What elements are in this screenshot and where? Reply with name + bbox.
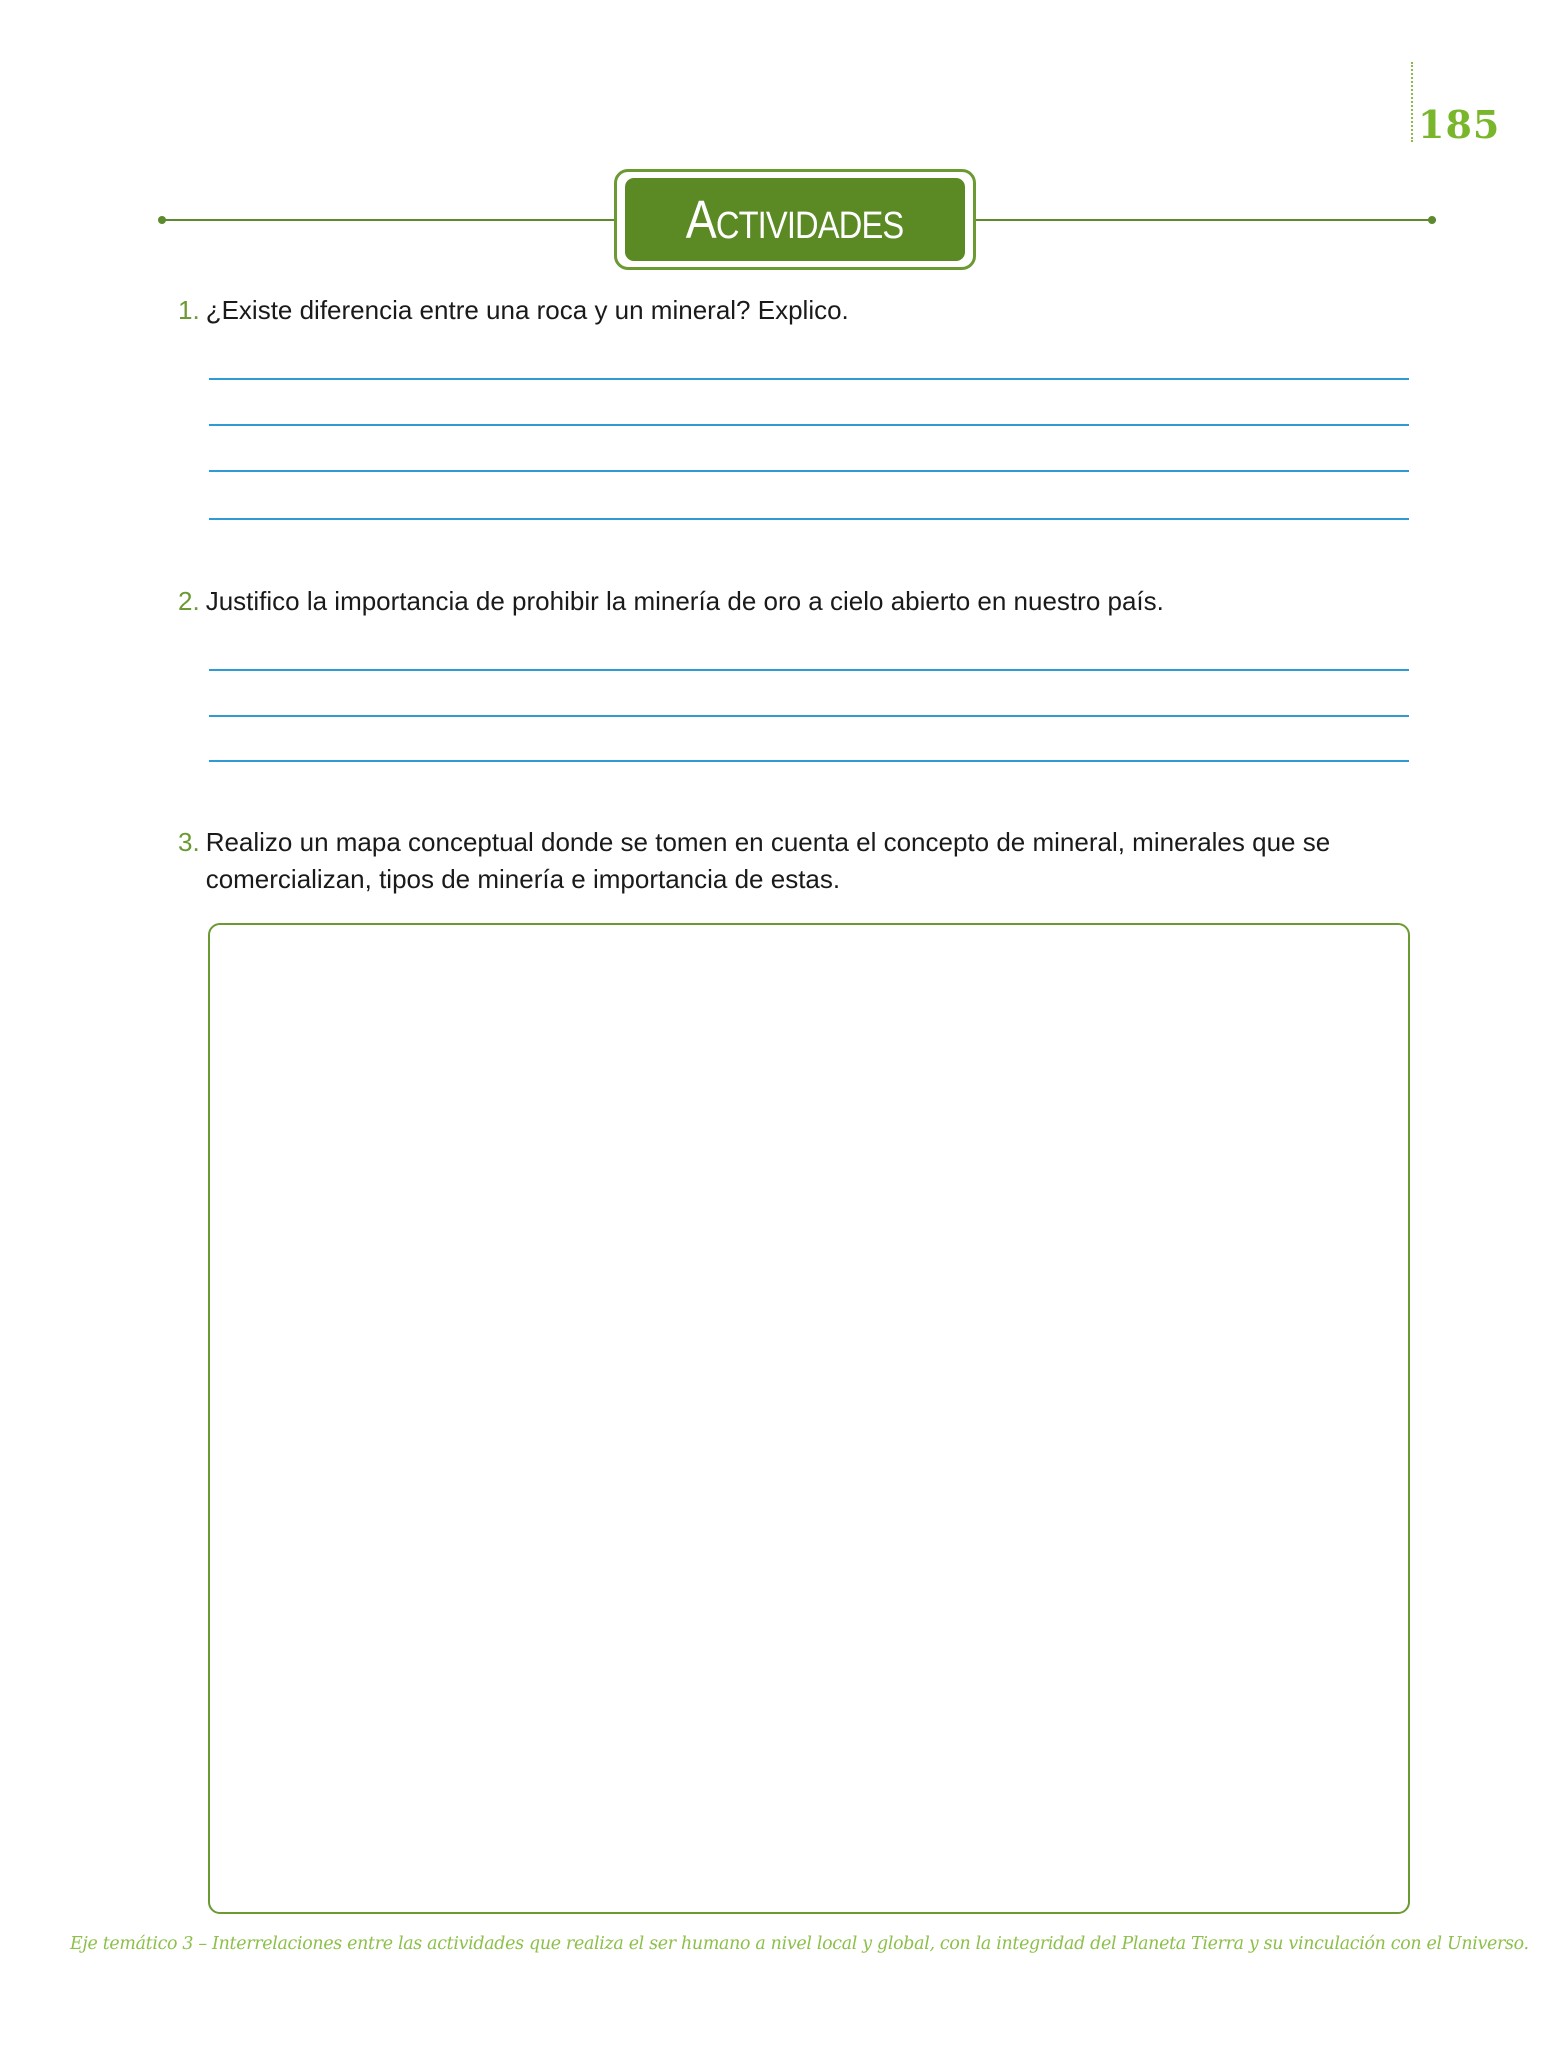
question-number: 3.: [178, 827, 200, 857]
header-line-right-endpoint: [1428, 216, 1436, 224]
answer-line[interactable]: [209, 715, 1409, 717]
question-2: [178, 583, 1428, 620]
question-3: [178, 824, 1422, 898]
answer-line[interactable]: [209, 518, 1409, 520]
question-1: [178, 292, 1428, 329]
question-number: 2.: [178, 586, 200, 616]
section-banner: [625, 178, 965, 261]
question-text: Realizo un mapa conceptual donde se tomen en cuenta el concepto de mineral, minerales que se comercializan, tipos de minería e importancia de estas.: [205, 827, 1331, 894]
page-number-divider: [1411, 62, 1413, 142]
answer-line[interactable]: [209, 760, 1409, 762]
answer-line[interactable]: [209, 378, 1409, 380]
section-title: Actividades: [686, 189, 904, 250]
question-number: 1.: [178, 295, 200, 325]
concept-map-answer-box[interactable]: [208, 923, 1410, 1914]
answer-line[interactable]: [209, 424, 1409, 426]
answer-line[interactable]: [209, 669, 1409, 671]
question-text: ¿Existe diferencia entre una roca y un mineral? Explico.: [205, 295, 849, 325]
page-number: 185: [1418, 102, 1501, 147]
footer-caption: Eje temático 3 – Interrelaciones entre las actividades que realiza el ser humano a nivel local y global, con la integridad del Planeta Tierra y su vinculación con el Universo.: [70, 1934, 1529, 1954]
answer-line[interactable]: [209, 470, 1409, 472]
question-text: Justifico la importancia de prohibir la minería de oro a cielo abierto en nuestro país.: [205, 586, 1164, 616]
header-line-right: [976, 219, 1436, 221]
header-line-left: [162, 219, 622, 221]
